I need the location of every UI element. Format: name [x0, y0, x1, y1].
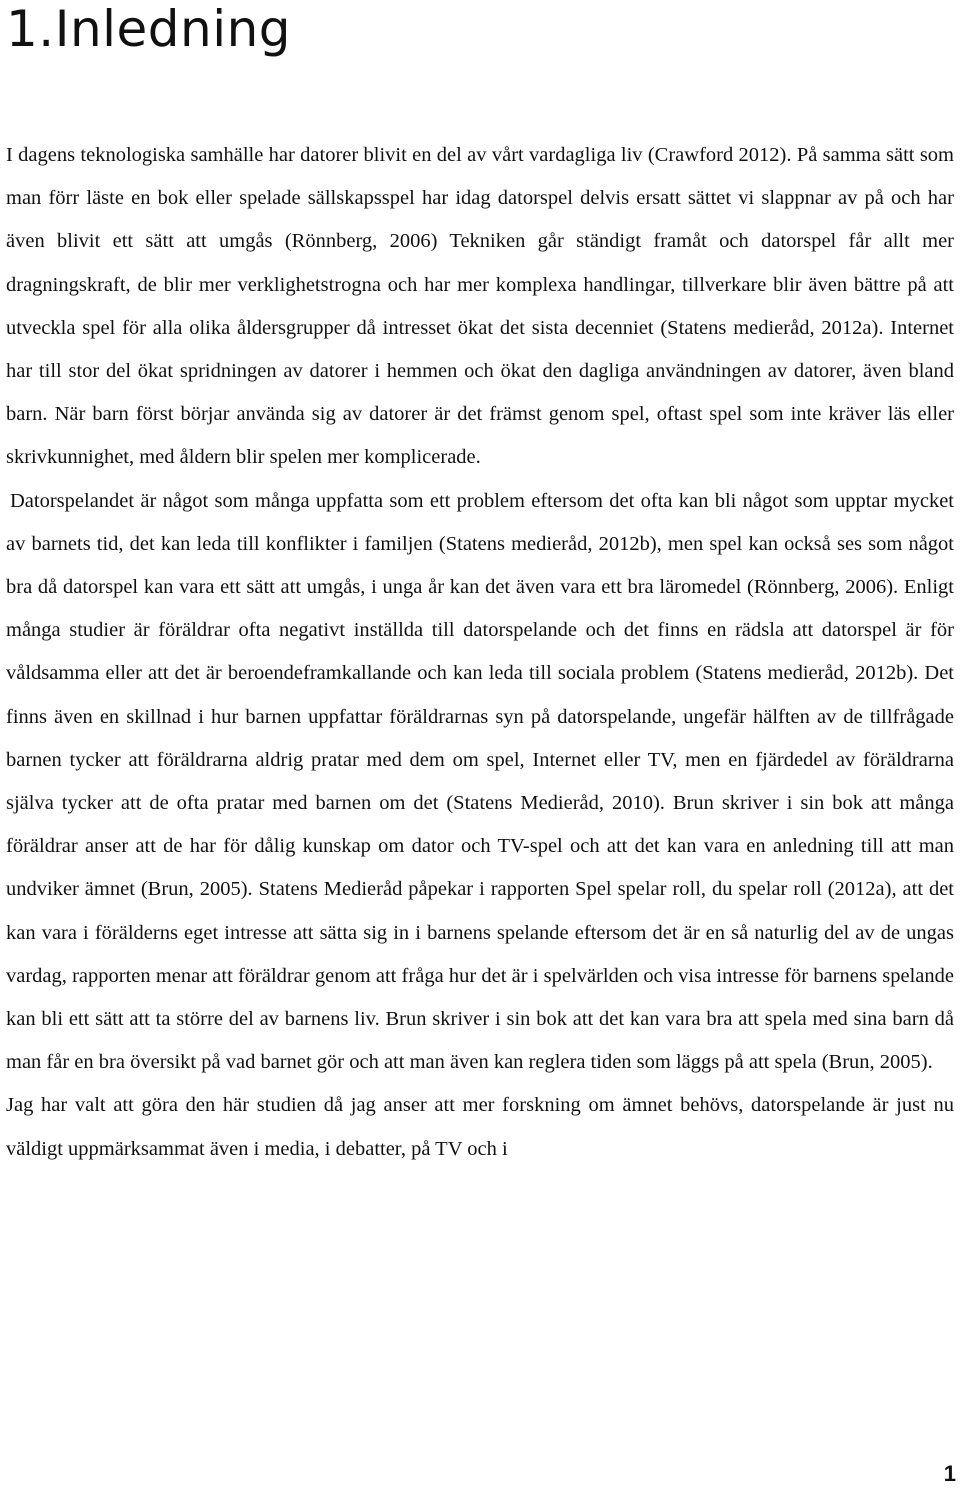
section-heading: 1.Inledning [6, 0, 292, 58]
paragraph-3: Jag har valt att göra den här studien då jag anser att mer forskning om ämnet behövs, datorspelande är just nu väldigt uppmärksammat även i media, i debatter, på TV och i [6, 1094, 954, 1160]
paragraph-2: Datorspelandet är något som många uppfatta som ett problem eftersom det ofta kan bli något som upptar mycket av barnets tid, det kan leda till konflikter i familjen (Statens medieråd, 2012b), men spel kan också ses som något bra då datorspel kan vara ett sätt att umgås, i unga år kan det även vara ett bra läromedel (Rönnberg, 2006). Enligt många studier är föräldrar ofta negativt inställda till datorspelande och det finns en rädsla att datorspel är för våldsamma eller att det är beroendeframkallande och kan leda till sociala problem (Statens medieråd, 2012b). Det finns även en skillnad i hur barnen uppfattar föräldrarnas syn på datorspelande, ungefär hälften av de tillfrågade barnen tycker att föräldrarna aldrig pratar med dem om spel, Internet eller TV, men en fjärdedel av föräldrarna själva tycker att de ofta pratar med barnen om det (Statens Medieråd, 2010). Brun skriver i sin bok att många föräldrar anser att de har för dålig kunskap om dator och TV-spel och att det kan vara en anledning till att man undviker ämnet (Brun, 2005). Statens Medieråd påpekar i rapporten Spel spelar roll, du spelar roll (2012a), att det kan vara i förälderns eget intresse att sätta sig in i barnens spelande eftersom det är en så naturlig del av de ungas vardag, rapporten menar att föräldrar genom att fråga hur det är i spelvärlden och visa intresse för barnens spelande kan bli ett sätt att ta större del av barnens liv. Brun skriver i sin bok att det kan vara bra att spela med sina barn då man får en bra översikt på vad barnet gör och att man även kan reglera tiden som läggs på att spela (Brun, 2005). [6, 489, 954, 1074]
page-number: 1 [943, 1461, 956, 1486]
paragraph-1: I dagens teknologiska samhälle har datorer blivit en del av vårt vardagliga liv (Crawford 2012). På samma sätt som man förr läste en bok eller spelade sällskapsspel har idag datorspel delvis ersatt sättet vi slappnar av på och har även blivit ett sätt att umgås (Rönnberg, 2006) Tekniken går ständigt framåt och datorspel får allt mer dragningskraft, de blir mer verklighetstrogna och har mer komplexa handlingar, tillverkare blir även bättre på att utveckla spel för alla olika åldersgrupper då intresset ökat det sista decenniet (Statens medieråd, 2012a). Internet har till stor del ökat spridningen av datorer i hemmen och ökat den dagliga användningen av datorer, även bland barn. När barn först börjar använda sig av datorer är det främst genom spel, oftast spel som inte kräver läs eller skrivkunnighet, med åldern blir spelen mer komplicerade. [6, 144, 954, 469]
